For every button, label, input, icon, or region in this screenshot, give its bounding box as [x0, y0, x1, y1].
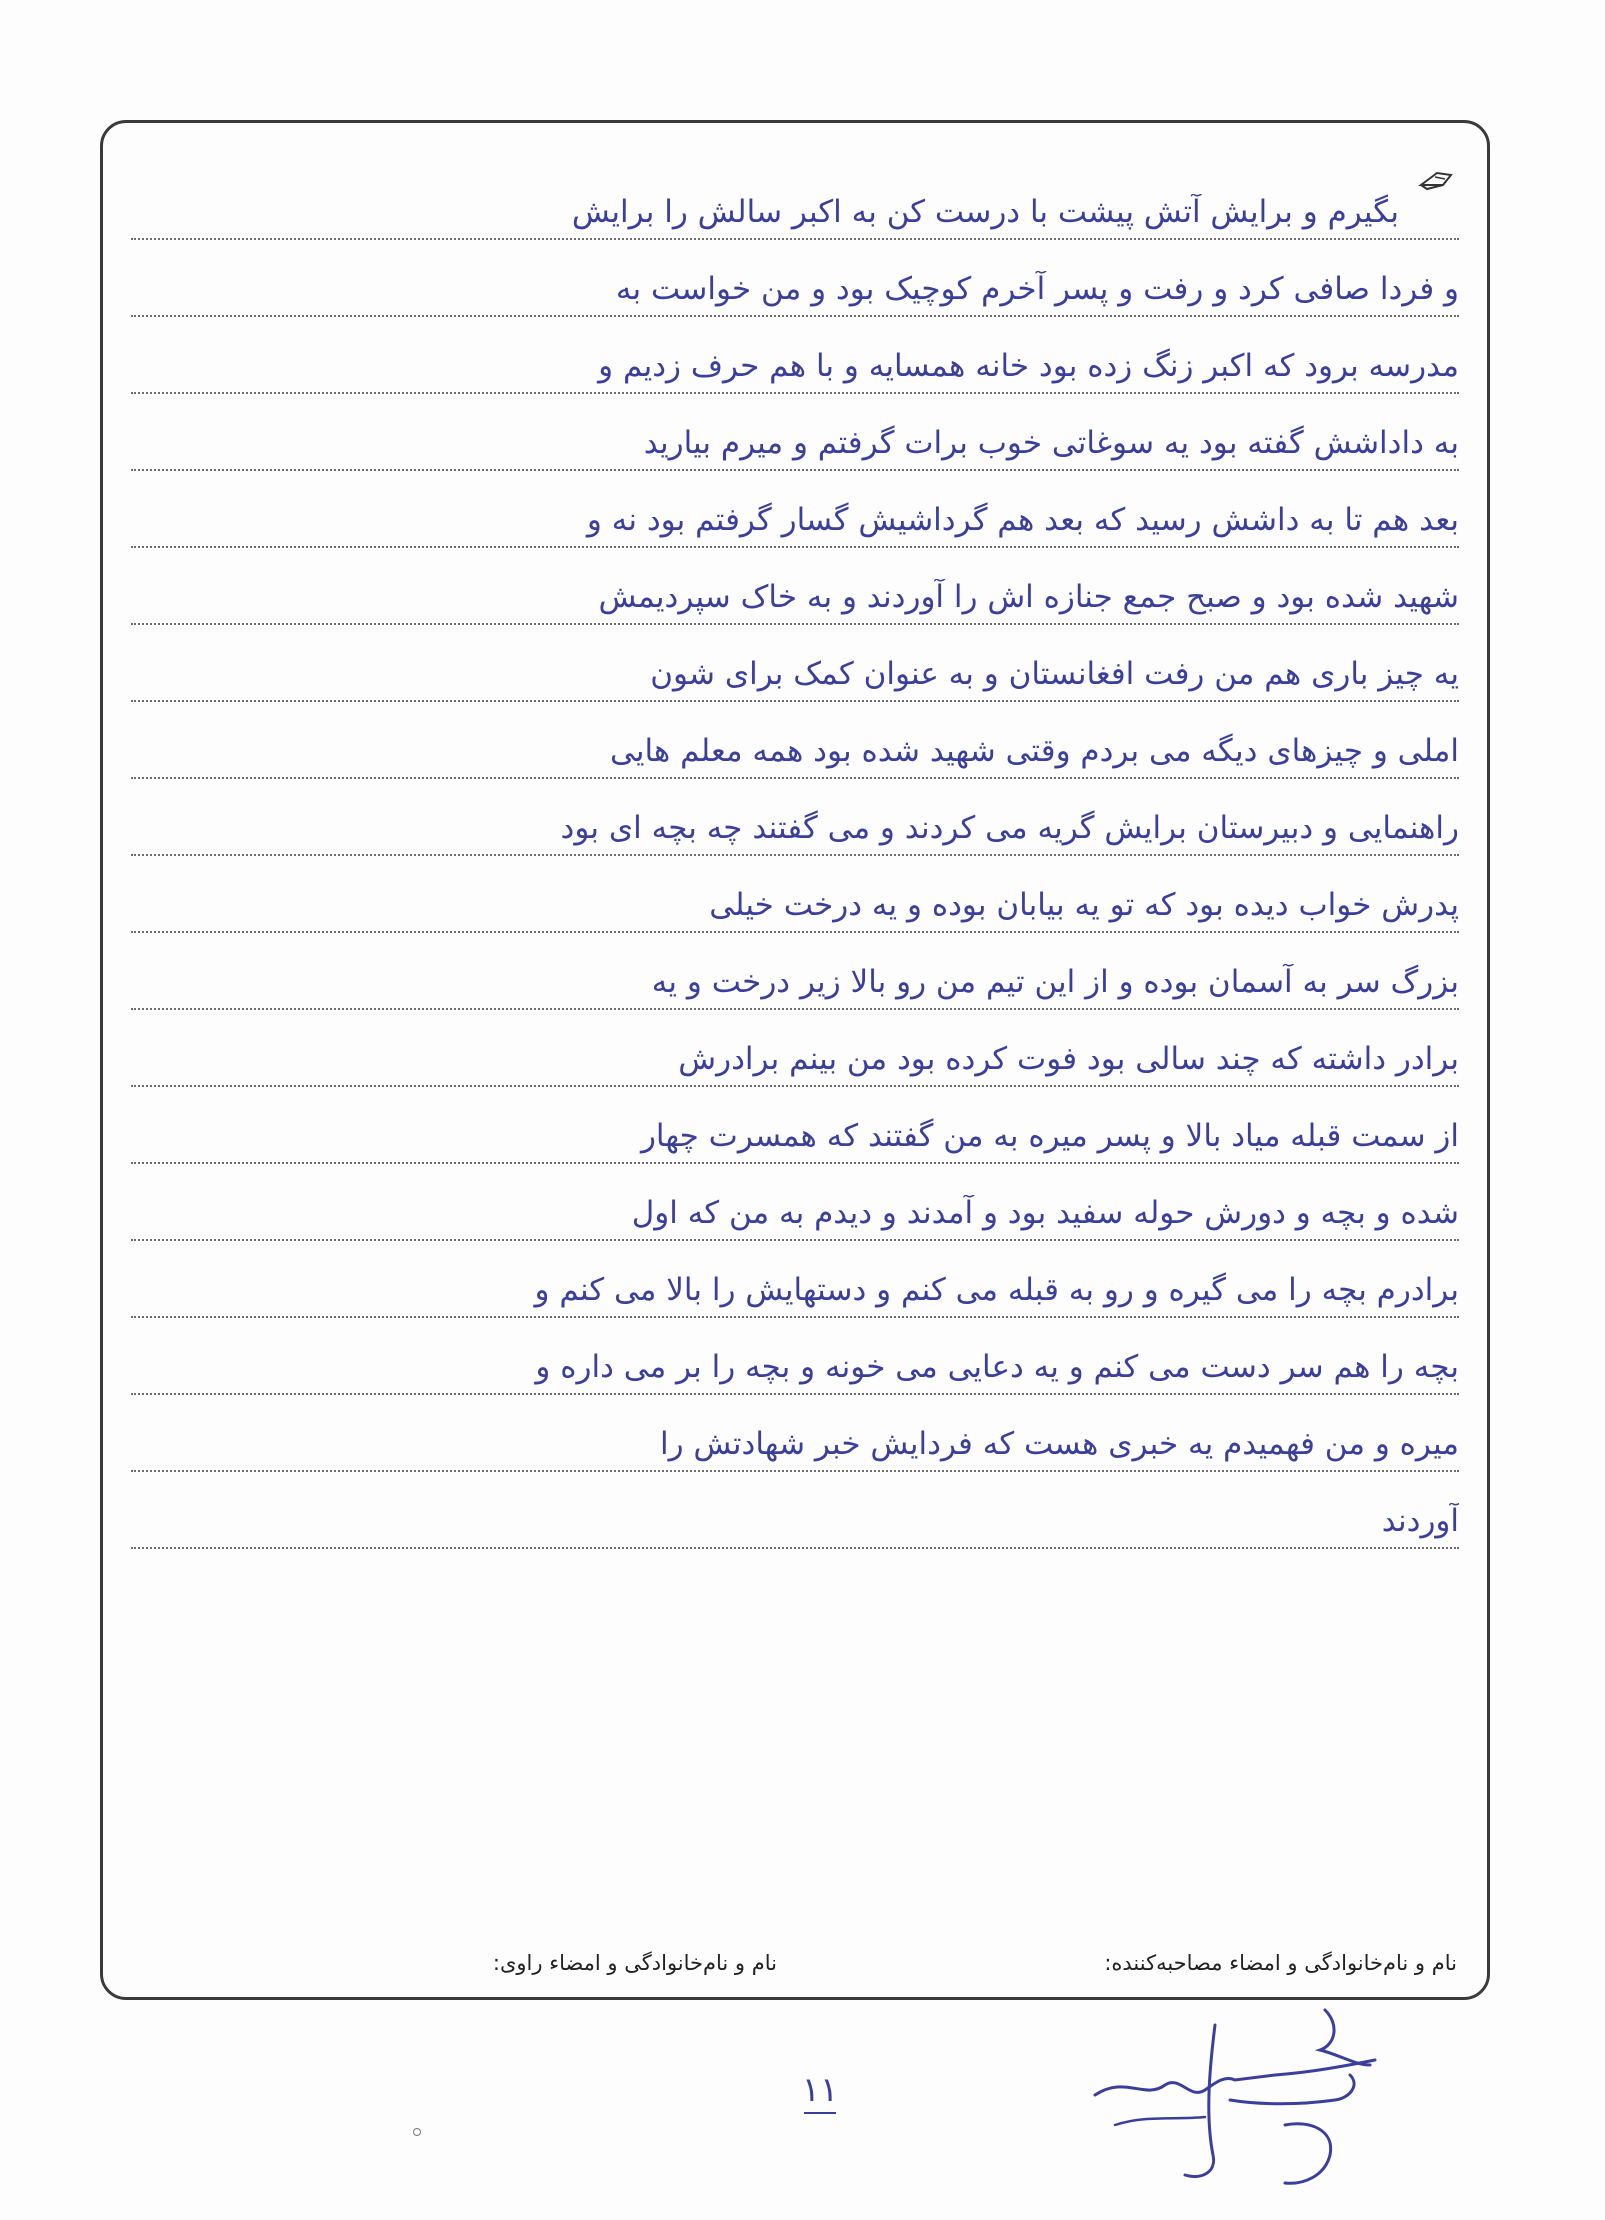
interviewer-signature-label: نام و نام‌خانوادگی و امضاء مصاحبه‌کننده:	[1104, 1951, 1457, 1975]
handwritten-line: به داداشش گفته بود یه سوغاتی خوب برات گرفتم و میرم بیارید	[643, 425, 1459, 461]
signature-footer	[133, 1935, 1457, 1975]
text-line	[131, 163, 1459, 240]
text-line	[131, 394, 1459, 471]
handwritten-line: راهنمایی و دبیرستان برایش گریه می کردند و می گفتند چه بچه ای بود	[560, 810, 1459, 846]
text-line	[131, 1472, 1459, 1549]
narrator-signature-label: نام و نام‌خانوادگی و امضاء راوی:	[492, 1951, 777, 1975]
text-line	[131, 1241, 1459, 1318]
handwritten-line: شهید شده بود و صبح جمع جنازه اش را آوردند و به خاک سپردیمش	[598, 579, 1459, 615]
handwritten-line: از سمت قبله میاد بالا و پسر میره به من گفتند که همسرت چهار	[640, 1118, 1459, 1154]
text-line	[131, 625, 1459, 702]
handwritten-line: املی و چیزهای دیگه می بردم وقتی شهید شده بود همه معلم هایی	[610, 733, 1459, 769]
text-line	[131, 933, 1459, 1010]
text-line	[131, 1087, 1459, 1164]
writing-frame	[100, 120, 1490, 2000]
handwritten-line: میره و من فهمیدم یه خبری هست که فردایش خبر شهادتش را	[659, 1426, 1459, 1462]
text-line	[131, 1318, 1459, 1395]
text-line	[131, 702, 1459, 779]
page-number: ۱۱	[790, 2070, 850, 2110]
text-line	[131, 548, 1459, 625]
handwritten-line: برادرم بچه را می گیره و رو به قبله می کنم و دستهایش را بالا می کنم و	[534, 1272, 1459, 1308]
handwritten-line: بزرگ سر به آسمان بوده و از این تیم من رو بالا زیر درخت و یه	[651, 964, 1459, 1000]
handwritten-line: برادر داشته که چند سالی بود فوت کرده بود من بینم برادرش	[678, 1041, 1459, 1077]
text-line	[131, 317, 1459, 394]
handwritten-line: و فردا صافی کرد و رفت و پسر آخرم کوچیک بود و من خواست به	[615, 271, 1459, 307]
text-line	[131, 856, 1459, 933]
handwritten-line: پدرش خواب دیده بود که تو یه بیابان بوده و یه درخت خیلی	[709, 887, 1459, 923]
text-line	[131, 779, 1459, 856]
handwritten-line: آوردند	[1381, 1503, 1459, 1539]
signature-mark	[1085, 2005, 1385, 2195]
handwritten-line: بگیرم و برایش آتش پیشت با درست کن به اکبر سالش را برایش	[571, 194, 1399, 230]
text-line	[131, 1010, 1459, 1087]
handwritten-line: مدرسه برود که اکبر زنگ زده بود خانه همسایه و با هم حرف زدیم و	[598, 348, 1459, 384]
handwritten-line: یه چیز باری هم من رفت افغانستان و به عنوان کمک برای شون	[650, 656, 1459, 692]
text-line	[131, 1395, 1459, 1472]
stray-dot	[413, 2128, 421, 2136]
text-line	[131, 1164, 1459, 1241]
handwritten-line: بچه را هم سر دست می کنم و یه دعایی می خونه و بچه را بر می داره و	[535, 1349, 1459, 1385]
ruled-lines	[131, 163, 1459, 1549]
handwritten-line: بعد هم تا به داشش رسید که بعد هم گرداشیش گسار گرفتم بود نه و	[586, 502, 1459, 538]
text-line	[131, 471, 1459, 548]
handwritten-line: شده و بچه و دورش حوله سفید بود و آمدند و دیدم به من که اول	[631, 1195, 1459, 1231]
text-line	[131, 240, 1459, 317]
